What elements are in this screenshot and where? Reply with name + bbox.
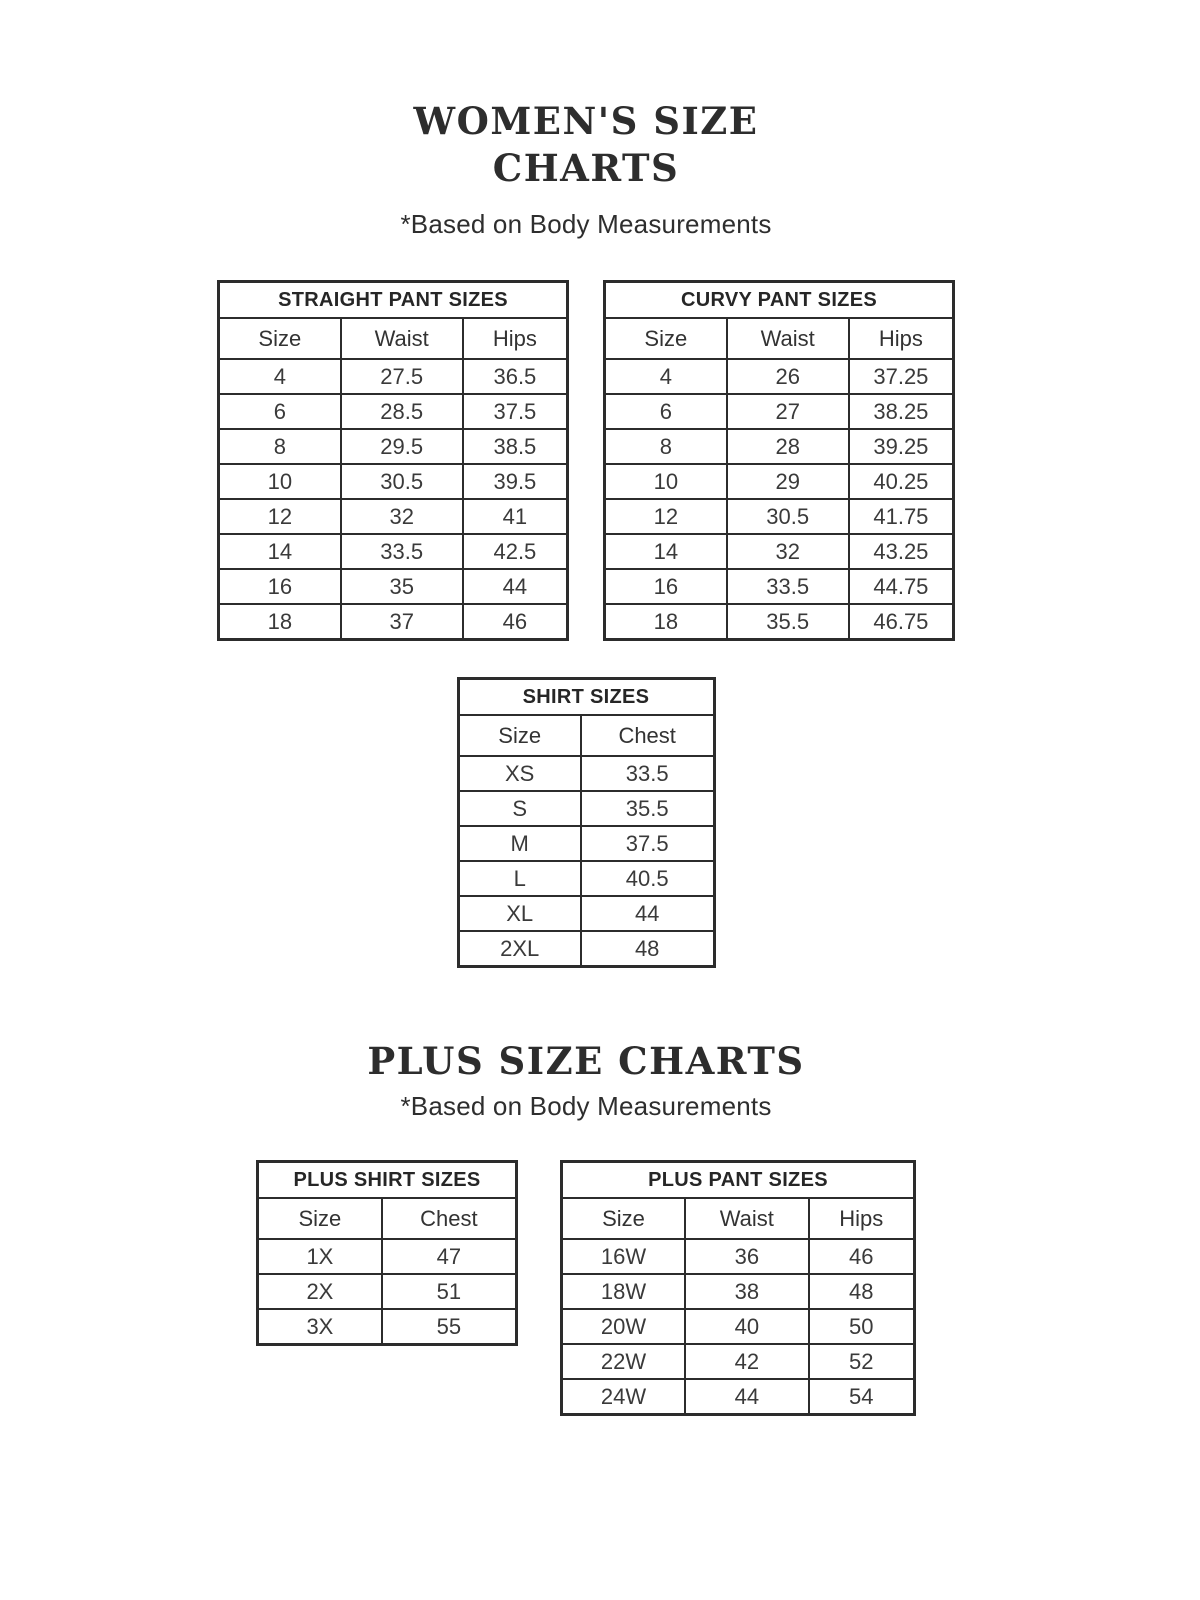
table-row xyxy=(458,931,714,966)
table-row xyxy=(605,499,954,534)
table-cell: 16 xyxy=(219,569,341,604)
table-header-row xyxy=(219,318,568,359)
table-cell: 12 xyxy=(219,499,341,534)
table-cell: 27 xyxy=(727,394,849,429)
table-cell: 43.25 xyxy=(849,534,954,569)
table-row xyxy=(605,604,954,639)
table-row xyxy=(458,826,714,861)
table-cell: 36 xyxy=(685,1239,809,1274)
table-cell: 3X xyxy=(258,1309,382,1344)
table-cell: 24W xyxy=(562,1379,686,1414)
table-cell: 42.5 xyxy=(463,534,568,569)
table-cell: 4 xyxy=(219,359,341,394)
table-cell: 40.5 xyxy=(581,861,714,896)
column-header: Size xyxy=(562,1198,686,1239)
page-title-line1: WOMEN'S SIZE xyxy=(413,99,759,143)
plus-size-title: PLUS SIZE CHARTS xyxy=(367,1038,805,1083)
table-cell: 16W xyxy=(562,1239,686,1274)
table-title-row xyxy=(219,281,568,318)
table-cell: 32 xyxy=(727,534,849,569)
table-title-row xyxy=(605,281,954,318)
plus-tables-row xyxy=(256,1160,916,1416)
table-cell: 46 xyxy=(463,604,568,639)
column-header: Size xyxy=(258,1198,382,1239)
table-cell: 42 xyxy=(685,1344,809,1379)
column-header: Hips xyxy=(463,318,568,359)
table-row xyxy=(605,359,954,394)
table-cell: 18 xyxy=(605,604,727,639)
column-header: Hips xyxy=(809,1198,915,1239)
table-row xyxy=(219,534,568,569)
table-cell: 55 xyxy=(382,1309,517,1344)
table-cell: 6 xyxy=(605,394,727,429)
table-cell: 37.25 xyxy=(849,359,954,394)
table-cell: 8 xyxy=(219,429,341,464)
table-row xyxy=(458,896,714,931)
table-cell: 36.5 xyxy=(463,359,568,394)
table-cell: 48 xyxy=(809,1274,915,1309)
table-row xyxy=(219,499,568,534)
column-header: Hips xyxy=(849,318,954,359)
table-cell: 33.5 xyxy=(341,534,463,569)
table-row xyxy=(219,569,568,604)
table-cell: 35.5 xyxy=(581,791,714,826)
table-row xyxy=(562,1309,915,1344)
table-cell: 40.25 xyxy=(849,464,954,499)
table-row xyxy=(258,1309,517,1344)
table-row xyxy=(219,429,568,464)
pant-tables-row xyxy=(217,280,955,641)
table-cell: 12 xyxy=(605,499,727,534)
table-row xyxy=(258,1274,517,1309)
shirt-sizes-table xyxy=(457,677,716,968)
table-cell: 22W xyxy=(562,1344,686,1379)
table-cell: XL xyxy=(458,896,581,931)
table-row xyxy=(219,464,568,499)
table-cell: 39.25 xyxy=(849,429,954,464)
table-title: STRAIGHT PANT SIZES xyxy=(219,281,568,318)
table-cell: 37 xyxy=(341,604,463,639)
table-cell: 37.5 xyxy=(463,394,568,429)
table-cell: 44 xyxy=(685,1379,809,1414)
table-row xyxy=(458,791,714,826)
table-cell: S xyxy=(458,791,581,826)
table-row xyxy=(458,756,714,791)
table-row xyxy=(258,1239,517,1274)
column-header: Chest xyxy=(581,715,714,756)
women-subtitle: *Based on Body Measurements xyxy=(400,208,772,239)
table-cell: 1X xyxy=(258,1239,382,1274)
column-header: Size xyxy=(458,715,581,756)
table-cell: 29 xyxy=(727,464,849,499)
table-title-row xyxy=(258,1161,517,1198)
table-cell: 46 xyxy=(809,1239,915,1274)
table-cell: 33.5 xyxy=(727,569,849,604)
page-title xyxy=(414,98,759,192)
page-title-line2: CHARTS xyxy=(492,145,680,190)
table-header-row xyxy=(562,1198,915,1239)
column-header: Chest xyxy=(382,1198,517,1239)
column-header: Waist xyxy=(341,318,463,359)
table-cell: 48 xyxy=(581,931,714,966)
table-title: PLUS SHIRT SIZES xyxy=(258,1161,517,1198)
table-cell: 8 xyxy=(605,429,727,464)
table-row xyxy=(219,394,568,429)
table-header-row xyxy=(458,715,714,756)
table-cell: 51 xyxy=(382,1274,517,1309)
straight-pant-sizes-table xyxy=(217,280,569,641)
table-cell: 44 xyxy=(463,569,568,604)
plus-pant-sizes-table xyxy=(560,1160,916,1416)
table-cell: 2XL xyxy=(458,931,581,966)
table-cell: 38.25 xyxy=(849,394,954,429)
table-cell: 44 xyxy=(581,896,714,931)
table-cell: 6 xyxy=(219,394,341,429)
table-cell: 41 xyxy=(463,499,568,534)
table-header-row xyxy=(258,1198,517,1239)
table-cell: 52 xyxy=(809,1344,915,1379)
table-cell: 4 xyxy=(605,359,727,394)
table-row xyxy=(605,569,954,604)
table-cell: 27.5 xyxy=(341,359,463,394)
column-header: Waist xyxy=(685,1198,809,1239)
table-cell: 54 xyxy=(809,1379,915,1414)
table-cell: 18W xyxy=(562,1274,686,1309)
table-cell: 30.5 xyxy=(341,464,463,499)
table-cell: 35 xyxy=(341,569,463,604)
table-title: SHIRT SIZES xyxy=(458,678,714,715)
table-cell: 28 xyxy=(727,429,849,464)
curvy-pant-sizes-table xyxy=(603,280,955,641)
table-row xyxy=(562,1239,915,1274)
table-cell: 50 xyxy=(809,1309,915,1344)
table-cell: 10 xyxy=(605,464,727,499)
column-header: Size xyxy=(605,318,727,359)
plus-shirt-sizes-table xyxy=(256,1160,518,1346)
table-row xyxy=(605,394,954,429)
table-cell: 38 xyxy=(685,1274,809,1309)
table-cell: 30.5 xyxy=(727,499,849,534)
shirt-table-row xyxy=(457,677,716,968)
table-header-row xyxy=(605,318,954,359)
table-cell: 37.5 xyxy=(581,826,714,861)
table-cell: 44.75 xyxy=(849,569,954,604)
table-title: CURVY PANT SIZES xyxy=(605,281,954,318)
plus-subtitle: *Based on Body Measurements xyxy=(400,1090,772,1121)
table-cell: L xyxy=(458,861,581,896)
table-title: PLUS PANT SIZES xyxy=(562,1161,915,1198)
table-cell: 10 xyxy=(219,464,341,499)
table-cell: 29.5 xyxy=(341,429,463,464)
table-cell: 46.75 xyxy=(849,604,954,639)
table-cell: 20W xyxy=(562,1309,686,1344)
table-row xyxy=(605,429,954,464)
table-cell: 16 xyxy=(605,569,727,604)
table-cell: 14 xyxy=(219,534,341,569)
column-header: Size xyxy=(219,318,341,359)
table-cell: 18 xyxy=(219,604,341,639)
table-cell: XS xyxy=(458,756,581,791)
table-row xyxy=(562,1274,915,1309)
table-row xyxy=(219,359,568,394)
table-row xyxy=(605,464,954,499)
column-header: Waist xyxy=(727,318,849,359)
table-cell: 2X xyxy=(258,1274,382,1309)
table-row xyxy=(219,604,568,639)
table-cell: 41.75 xyxy=(849,499,954,534)
table-title-row xyxy=(458,678,714,715)
table-cell: 47 xyxy=(382,1239,517,1274)
table-row xyxy=(562,1379,915,1414)
table-cell: 33.5 xyxy=(581,756,714,791)
table-row xyxy=(605,534,954,569)
table-cell: 26 xyxy=(727,359,849,394)
table-cell: M xyxy=(458,826,581,861)
table-row xyxy=(458,861,714,896)
table-cell: 39.5 xyxy=(463,464,568,499)
table-cell: 40 xyxy=(685,1309,809,1344)
table-cell: 14 xyxy=(605,534,727,569)
table-cell: 32 xyxy=(341,499,463,534)
table-cell: 28.5 xyxy=(341,394,463,429)
table-title-row xyxy=(562,1161,915,1198)
table-cell: 35.5 xyxy=(727,604,849,639)
table-cell: 38.5 xyxy=(463,429,568,464)
table-row xyxy=(562,1344,915,1379)
